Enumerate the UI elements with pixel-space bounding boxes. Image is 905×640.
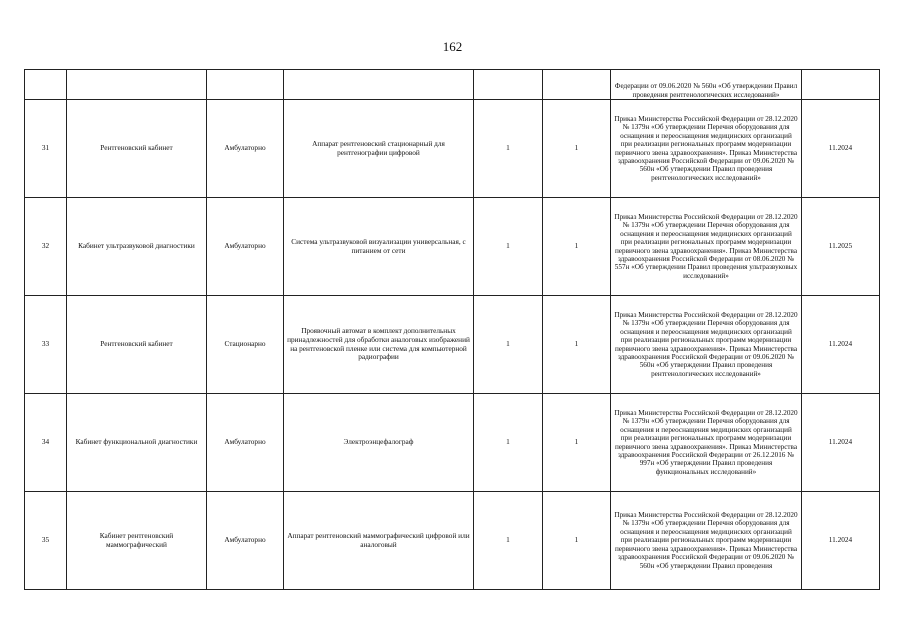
cell-equipment: Система ультразвуковой визуализации универсальная, с питанием от сети: [284, 198, 474, 296]
cell-cabinet: Рентгеновский кабинет: [67, 100, 207, 198]
cell-num: [25, 70, 67, 100]
page-number: 162: [442, 39, 463, 54]
cell-qty-required: 1: [474, 492, 543, 590]
cell-qty-required: 1: [474, 296, 543, 394]
cell-date: 11.2024: [802, 394, 880, 492]
table-row: [25, 394, 880, 492]
cell-mode: Амбулаторно: [207, 492, 284, 590]
cell-cabinet: [67, 70, 207, 100]
cell-equipment: Проявочный автомат в комплект дополнительных принадлежностей для обработки аналоговых изображений на рентгеновской пленке или система для компьютерной радиографии: [284, 296, 474, 394]
cell-law: Приказ Министерства Российской Федерации от 28.12.2020 № 1379н «Об утверждении Перечня оборудования для оснащения и переоснащения медицинских организаций при реализации региональных программ модернизации первичного звена здравоохранения». Приказ Министерства здравоохранения Российской Федерации от 09.06.2020 № 560н «Об утверждении Правил проведения: [611, 492, 802, 590]
cell-qty-required: 1: [474, 100, 543, 198]
cell-num: 32: [25, 198, 67, 296]
cell-cabinet: Кабинет ультразвуковой диагностики: [67, 198, 207, 296]
cell-cabinet: Кабинет рентгеновский маммографический: [67, 492, 207, 590]
cell-qty-planned: 1: [543, 296, 611, 394]
cell-law: Приказ Министерства Российской Федерации от 28.12.2020 № 1379н «Об утверждении Перечня оборудования для оснащения и переоснащения медицинских организаций при реализации региональных программ модернизации первичного звена здравоохранения». Приказ Министерства здравоохранения Российской Федерации от 08.06.2020 № 557н «Об утверждении Правил проведения ультразвуковых исследований»: [611, 198, 802, 296]
cell-mode: Амбулаторно: [207, 198, 284, 296]
cell-date: 11.2025: [802, 198, 880, 296]
cell-qty-required: 1: [474, 394, 543, 492]
cell-mode: [207, 70, 284, 100]
cell-law: Приказ Министерства Российской Федерации от 28.12.2020 № 1379н «Об утверждении Перечня оборудования для оснащения и переоснащения медицинских организаций при реализации региональных программ модернизации первичного звена здравоохранения». Приказ Министерства здравоохранения Российской Федерации от 09.06.2020 № 560н «Об утверждении Правил проведения рентгенологических исследований»: [611, 296, 802, 394]
cell-law: Федерации от 09.06.2020 № 560н «Об утверждении Правил проведения рентгенологических исследований»: [611, 70, 802, 100]
cell-mode: Амбулаторно: [207, 100, 284, 198]
cell-num: 34: [25, 394, 67, 492]
cell-equipment: Электроэнцефалограф: [284, 394, 474, 492]
cell-equipment: Аппарат рентгеновский маммографический цифровой или аналоговый: [284, 492, 474, 590]
table-row: [25, 492, 880, 590]
cell-cabinet: Кабинет функциональной диагностики: [67, 394, 207, 492]
cell-qty-required: [474, 70, 543, 100]
cell-qty-planned: 1: [543, 100, 611, 198]
cell-qty-planned: 1: [543, 198, 611, 296]
cell-qty-required: 1: [474, 198, 543, 296]
cell-qty-planned: 1: [543, 492, 611, 590]
cell-qty-planned: [543, 70, 611, 100]
cell-cabinet: Рентгеновский кабинет: [67, 296, 207, 394]
cell-law: Приказ Министерства Российской Федерации от 28.12.2020 № 1379н «Об утверждении Перечня оборудования для оснащения и переоснащения медицинских организаций при реализации региональных программ модернизации первичного звена здравоохранения». Приказ Министерства здравоохранения Российской Федерации от 26.12.2016 № 997н «Об утверждении Правил проведения функциональных исследований»: [611, 394, 802, 492]
cell-date: 11.2024: [802, 296, 880, 394]
cell-date: 11.2024: [802, 492, 880, 590]
cell-qty-planned: 1: [543, 394, 611, 492]
cell-mode: Амбулаторно: [207, 394, 284, 492]
table-row: [25, 296, 880, 394]
equipment-table: [24, 69, 880, 590]
cell-equipment: [284, 70, 474, 100]
cell-num: 33: [25, 296, 67, 394]
cell-equipment: Аппарат рентгеновский стационарный для рентгенографии цифровой: [284, 100, 474, 198]
table-row: [25, 198, 880, 296]
cell-num: 35: [25, 492, 67, 590]
cell-date: 11.2024: [802, 100, 880, 198]
cell-num: 31: [25, 100, 67, 198]
cell-law: Приказ Министерства Российской Федерации от 28.12.2020 № 1379н «Об утверждении Перечня оборудования для оснащения и переоснащения медицинских организаций при реализации региональных программ модернизации первичного звена здравоохранения». Приказ Министерства здравоохранения Российской Федерации от 09.06.2020 № 560н «Об утверждении Правил проведения рентгенологических исследований»: [611, 100, 802, 198]
cell-mode: Стационарно: [207, 296, 284, 394]
table-row: [25, 100, 880, 198]
cell-date: [802, 70, 880, 100]
table-row-continuation: [25, 70, 880, 100]
